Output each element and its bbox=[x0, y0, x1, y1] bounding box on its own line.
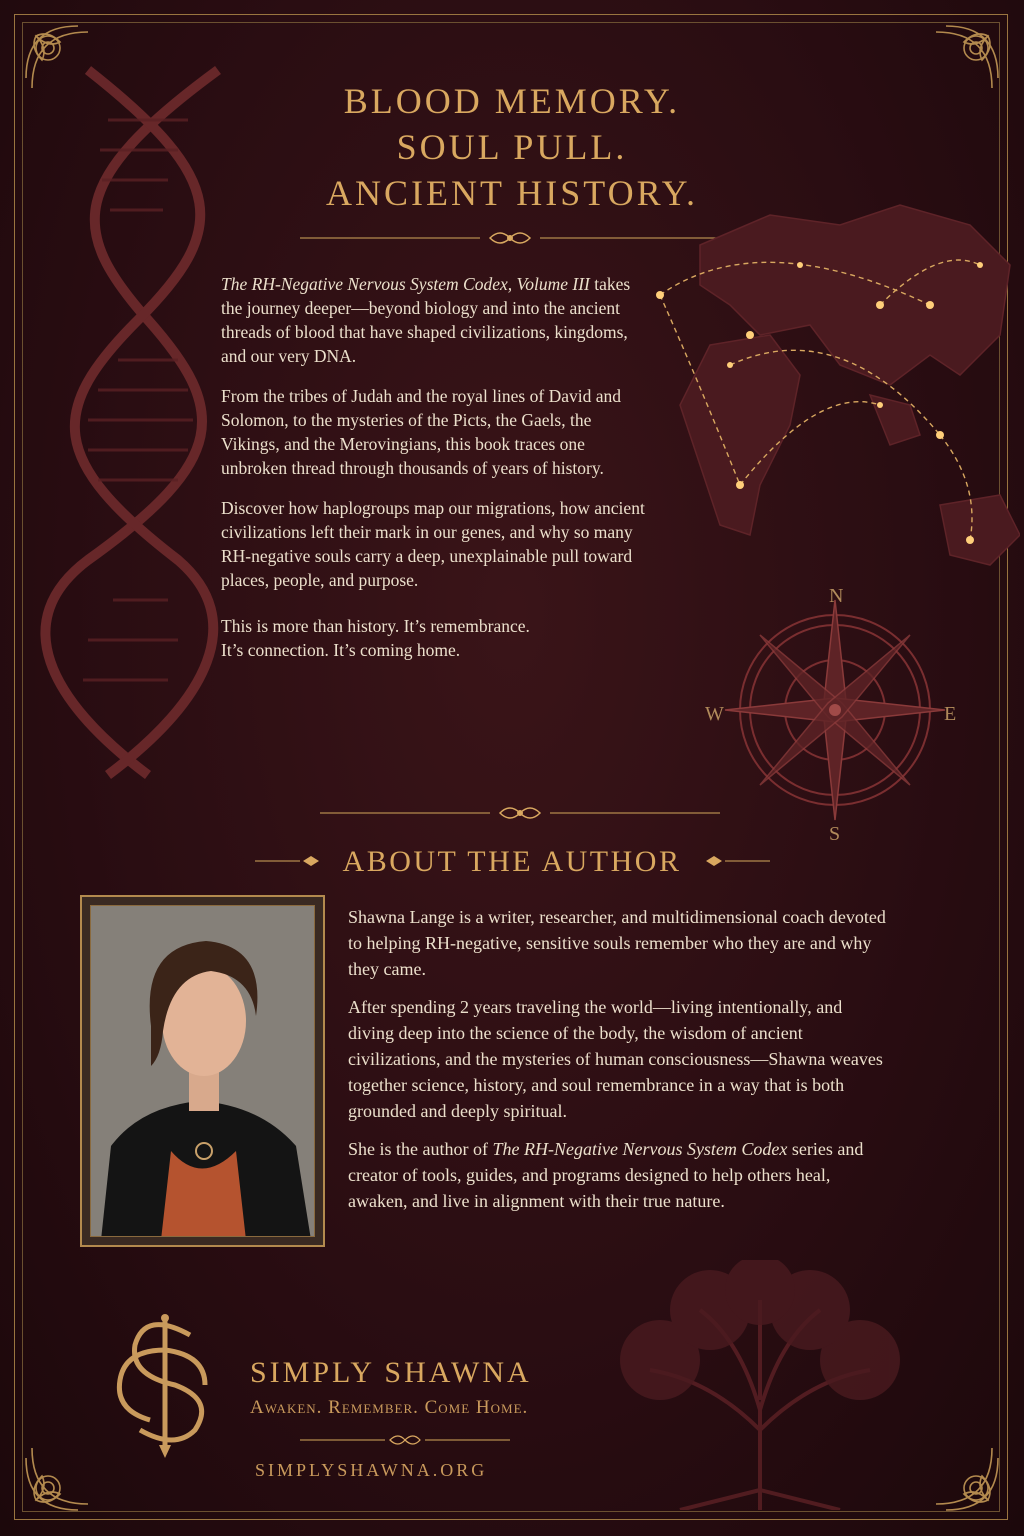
series-title: The RH-Negative Nervous System Codex bbox=[492, 1139, 788, 1159]
bio-paragraph-2: After spending 2 years traveling the world—living intentionally, and diving deep into the science of the body, the wisdom of ancient civilizations, and the mysteries of human consciousness—Shawna weaves together science, history, and soul remembrance in a way that is both grounded and deeply spiritual. bbox=[348, 997, 883, 1121]
simply-shawna-logo-icon bbox=[105, 1310, 225, 1460]
ornamental-divider-icon bbox=[320, 803, 720, 823]
author-portrait-icon bbox=[91, 906, 315, 1237]
ornamental-divider-icon bbox=[300, 1432, 510, 1448]
author-photo bbox=[80, 895, 325, 1247]
intro-paragraph-1-text: takes the journey deeper—beyond biology and into the ancient threads of blood that have shaped civilizations, kingdoms, and our very DNA. bbox=[221, 274, 631, 366]
flourish-right-icon bbox=[700, 853, 770, 869]
website-link[interactable]: SIMPLYSHAWNA.ORG bbox=[255, 1460, 488, 1480]
book-description bbox=[221, 272, 651, 662]
intro-paragraph-3: Discover how haplogroups map our migrations, how ancient civilizations left their mark in our genes, and why so many RH-negative souls carry a deep, unexplainable pull toward places, people, and purpose. bbox=[221, 498, 645, 590]
author-bio bbox=[348, 904, 888, 1226]
about-author-heading: ABOUT THE AUTHOR bbox=[342, 845, 682, 878]
bio-paragraph-3 bbox=[348, 1136, 888, 1214]
closing-line-2: It’s connection. It’s coming home. bbox=[221, 640, 461, 660]
intro-paragraph-2: From the tribes of Judah and the royal lines of David and Solomon, to the mysteries of the Picts, the Gaels, the Vikings, and the Merovingians, this book traces one unbroken thread through thousands of years of history. bbox=[221, 386, 621, 478]
brand-name: SIMPLY SHAWNA bbox=[250, 1356, 532, 1389]
compass-rose-icon bbox=[700, 580, 960, 840]
closing-line-1: This is more than history. It’s remembrance. bbox=[221, 616, 530, 636]
world-map-icon bbox=[640, 185, 1020, 605]
compass-east-label: E bbox=[944, 703, 957, 725]
compass-west-label: W bbox=[705, 703, 724, 725]
compass-south-label: S bbox=[829, 823, 841, 845]
brand-tagline: Awaken. Remember. Come Home. bbox=[250, 1397, 529, 1418]
bio-paragraph-3-start: She is the author of bbox=[348, 1139, 493, 1159]
tree-of-life-icon bbox=[560, 1260, 960, 1510]
intro-paragraph-1 bbox=[221, 272, 651, 368]
book-title: The RH-Negative Nervous System Codex, Volume III bbox=[221, 274, 590, 294]
headline-line-3: ANCIENT HISTORY. bbox=[325, 173, 699, 213]
headline-line-2: SOUL PULL. bbox=[396, 127, 628, 167]
headline-line-1: BLOOD MEMORY. bbox=[343, 81, 681, 121]
compass-north-label: N bbox=[829, 585, 844, 607]
corner-ornament-icon bbox=[18, 1428, 108, 1518]
bio-paragraph-1: Shawna Lange is a writer, researcher, and multidimensional coach devoted to helping RH-negative, sensitive souls remember who they are and why they came. bbox=[348, 907, 886, 979]
bio-paragraph-3-end: series and creator of tools, guides, and programs designed to help others heal, awaken, and live in alignment with their true nature. bbox=[348, 1139, 864, 1211]
